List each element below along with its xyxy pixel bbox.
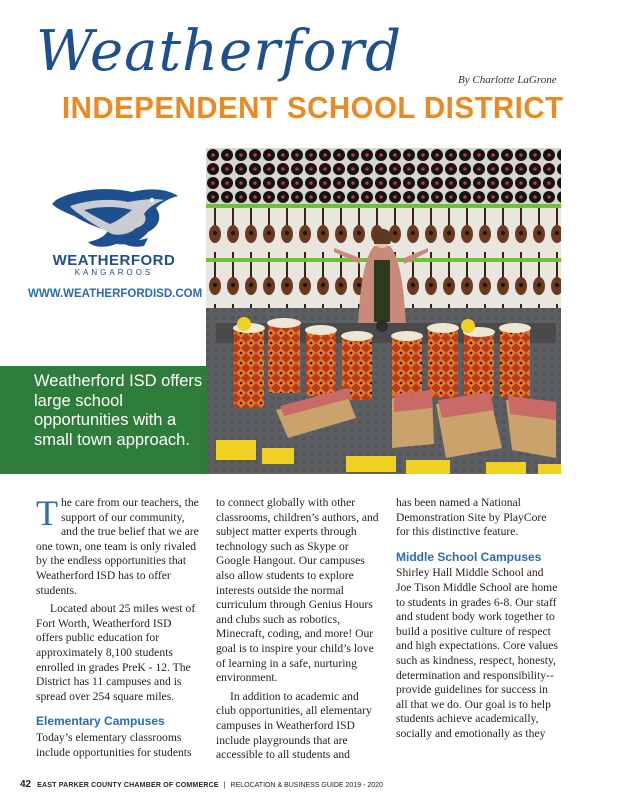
page-footer xyxy=(20,779,610,793)
article-column-2 xyxy=(216,496,379,763)
col1-paragraph-1: he care from our teachers, the support of our community, and the true belief that we are one town, one team is only rivaled by the endless opportunities that Weatherford ISD has to offer students. xyxy=(36,496,199,597)
footer-guide: RELOCATION & BUSINESS GUIDE 2019 - 2020 xyxy=(230,782,383,789)
callout-text: Weatherford ISD offers large school opportunities with a small town approach. xyxy=(34,372,203,449)
page-number: 42 xyxy=(20,779,32,790)
district-logo xyxy=(44,186,184,280)
footer-separator: | xyxy=(223,782,226,789)
col3-paragraph-1: has been named a National Demonstration Site by PlayCore for this distinctive feature. xyxy=(396,496,547,539)
logo-wordmark: WEATHERFORD xyxy=(52,252,176,269)
logo-subtitle: KANGAROOS xyxy=(74,268,154,277)
title-caps: INDEPENDENT SCHOOL DISTRICT xyxy=(62,90,564,125)
title-script: Weatherford xyxy=(36,19,403,84)
col1-paragraph-3: Today’s elementary classrooms include opportunities for students xyxy=(36,730,192,759)
col2-paragraph-2: In addition to academic and club opportunities, all elementary campuses in Weatherford ISD include playgrounds that are accessible to all students and xyxy=(216,689,372,762)
kangaroo-logo-icon xyxy=(44,186,184,252)
article-column-1 xyxy=(36,493,199,760)
col2-paragraph-1: to connect globally with other classrooms, children’s authors, and subject matter experts through technology such as Skype or Google Hangout. Our campuses also allow students to explore interests outside the normal curriculum through Genius Hours and clubs such as robotics, Minecraft, coding, and more! Our goal is to inspire your child’s love of learning in a safe, nurturing environment. xyxy=(216,496,379,685)
website-link[interactable]: WWW.WEATHERFORDISD.COM xyxy=(28,288,203,300)
footer-org: EAST PARKER COUNTY CHAMBER OF COMMERCE xyxy=(37,782,219,789)
elementary-heading: Elementary Campuses xyxy=(36,714,165,729)
col1-paragraph-2: Located about 25 miles west of Fort Worth, Weatherford ISD offers public education for approximately 8,100 students enrolled in grades PreK - 12. The District has 11 campuses and is spread over 254 square miles. xyxy=(36,602,196,703)
byline: By Charlotte LaGrone xyxy=(458,74,557,86)
music-room-photo-image xyxy=(206,148,561,474)
callout-box xyxy=(0,366,207,474)
music-room-photo xyxy=(206,148,561,474)
drop-cap: T xyxy=(36,493,58,533)
article-column-3 xyxy=(396,496,559,742)
middle-school-heading: Middle School Campuses xyxy=(396,549,542,564)
col3-paragraph-2: Shirley Hall Middle School and Joe Tison Middle School are home to students in grades 6-8. Our staff and student body work together to build a positive culture of respect and high expectations. Core values such as kindness, respect, honesty, determination and responsibility-- provide guidelines for success in all that we do. Our goal is to help students achieve academically, socially and emotionally as they xyxy=(396,566,558,740)
